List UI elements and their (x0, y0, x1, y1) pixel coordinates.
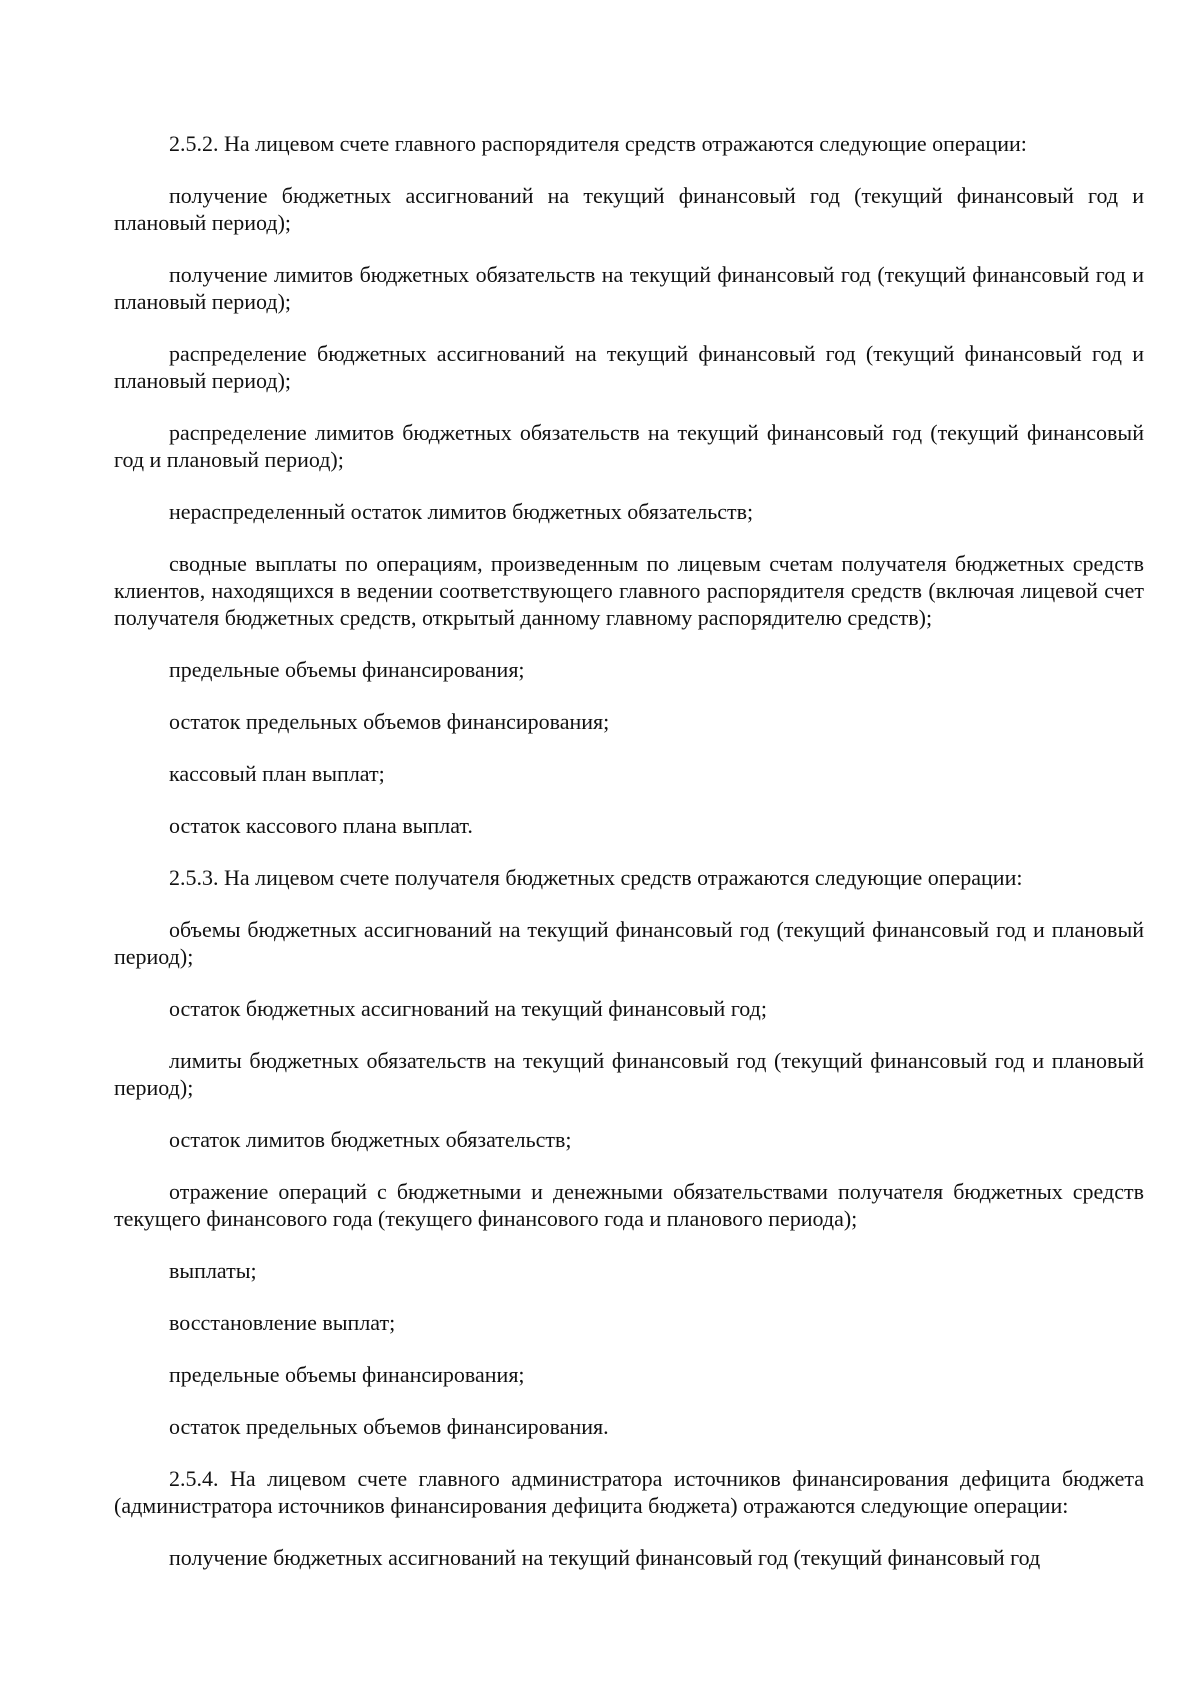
list-item: получение лимитов бюджетных обязательств на текущий финансовый год (текущий финансовый год и плановый период); (114, 262, 1144, 314)
list-item: предельные объемы финансирования; (169, 657, 525, 682)
list-item: остаток лимитов бюджетных обязательств; (169, 1127, 572, 1152)
section-heading-2-5-3: 2.5.3. На лицевом счете получателя бюджетных средств отражаются следующие операции: (169, 865, 1023, 890)
list-item: остаток предельных объемов финансирования. (169, 1414, 609, 1439)
list-item: отражение операций с бюджетными и денежными обязательствами получателя бюджетных средств текущего финансового года (текущего финансового года и планового периода); (114, 1179, 1144, 1231)
list-item: остаток предельных объемов финансирования; (169, 709, 610, 734)
list-item: выплаты; (169, 1258, 257, 1283)
list-item: распределение бюджетных ассигнований на текущий финансовый год (текущий финансовый год и плановый период); (114, 341, 1144, 393)
list-item: получение бюджетных ассигнований на текущий финансовый год (текущий финансовый год и плановый период); (114, 183, 1144, 235)
list-item: кассовый план выплат; (169, 761, 385, 786)
list-item: сводные выплаты по операциям, произведенным по лицевым счетам получателя бюджетных средств клиентов, находящихся в ведении соответствующего главного распорядителя средств (включая лицевой счет получателя бюджетных средств, открытый данному главному распорядителю средств); (114, 551, 1144, 630)
list-item: распределение лимитов бюджетных обязательств на текущий финансовый год (текущий финансовый год и плановый период); (114, 420, 1144, 472)
list-item: предельные объемы финансирования; (169, 1362, 525, 1387)
section-heading-2-5-4: 2.5.4. На лицевом счете главного администратора источников финансирования дефицита бюджета (администратора источников финансирования дефицита бюджета) отражаются следующие операции: (114, 1466, 1144, 1518)
list-item: нераспределенный остаток лимитов бюджетных обязательств; (169, 499, 754, 524)
list-item: получение бюджетных ассигнований на текущий финансовый год (текущий финансовый год (169, 1545, 1041, 1570)
list-item: лимиты бюджетных обязательств на текущий финансовый год (текущий финансовый год и плановый период); (114, 1048, 1144, 1100)
document-body (114, 130, 1144, 1596)
list-item: объемы бюджетных ассигнований на текущий финансовый год (текущий финансовый год и плановый период); (114, 917, 1144, 969)
list-item: остаток бюджетных ассигнований на текущий финансовый год; (169, 996, 767, 1021)
list-item: остаток кассового плана выплат. (169, 813, 473, 838)
section-heading-2-5-2: 2.5.2. На лицевом счете главного распорядителя средств отражаются следующие операции: (169, 131, 1027, 156)
list-item: восстановление выплат; (169, 1310, 396, 1335)
